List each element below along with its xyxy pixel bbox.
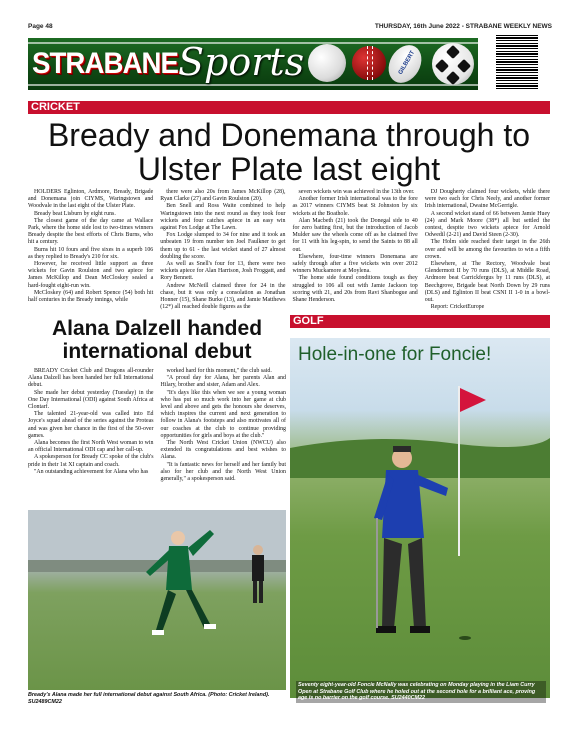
rugby-ball-icon — [382, 39, 428, 89]
article-paragraph: "It is fantastic news for herself and her family but also for her club and the North West Union generally," a spokesperson said. — [160, 461, 286, 483]
article-paragraph: BREADY Cricket Club and Dragons all-rounder Alana Dalzell has been handed her full International debut. — [28, 368, 154, 389]
cricket-photo — [28, 510, 286, 690]
article-paragraph: Burns hit 10 fours and five sixes in a superb 106 as they replied to Bready's 210 for six. — [28, 246, 154, 260]
masthead-stripe — [28, 84, 478, 86]
golf-title: Hole-in-one for Foncie! — [298, 344, 492, 365]
article-column — [160, 189, 286, 311]
article-paragraph: worked hard for this moment," the club said. — [166, 368, 272, 374]
article-paragraph: "It's days like this when we see a young woman who has put so much work into her game at club level and above and gets the honours she deserves, which inspires the current and next generation to follow in Alana's footsteps and also motivates all of our coaches at the club to continue providing opportunities for girls and boys at the club." — [160, 389, 286, 439]
issue-date: THURSDAY, 16th June 2022 - STRABANE WEEKLY NEWS — [374, 23, 552, 30]
article-column — [293, 189, 418, 307]
article-paragraph: A second wicket stand of 66 between Jamie Huey (24) and Mark Moore (38*) all but settled the contest, despite two wickets apiece for Arnold Odwedil (2-21) and David Steen (2-30). — [424, 210, 550, 239]
article-paragraph: Fox Lodge slumped to 34 for nine and it took an unbeaten 19 from number ten Joel Faulkner to get them up to 61 - the last wicket stand of 27 almost doubling the score. — [160, 232, 286, 260]
article-paragraph: A spokesperson for Bready CC spoke of the club's pride in their 1st XI captain and coach. — [28, 454, 154, 468]
article-paragraph: Ben Snell and Ross Waite combined to help Waringstown into the next round as they took four wickets and four catches apiece in an easy win against Fox Lodge at The Lawn. — [160, 203, 286, 232]
article-paragraph: "A proud day for Alana, her parents Alan and Hilary, brother and sister, Adam and Alex. — [160, 375, 286, 389]
article-paragraph: She made her debut yesterday (Tuesday) in the One Day International (ODI) against South Africa at Clontarf. — [28, 389, 154, 411]
article-paragraph: Elsewhere, four-time winners Donemana are safely through after a five wickets win over 2012 winners Muckamore at Moylena. — [292, 253, 418, 275]
soccer-ball-icon — [432, 43, 474, 85]
dalzell-article — [28, 368, 286, 508]
article-paragraph: The Holm side reached their target in the 26th over and will be among the favourites to win a fifth crown. — [424, 239, 550, 260]
article-paragraph: The closest game of the day came at Wallace Park, where the home side lost to two-times winners Bready despite the best efforts of Chris Burns, who hit a century. — [28, 217, 154, 246]
page-number: Page 48 — [28, 23, 53, 30]
section-golf: GOLF — [290, 315, 550, 328]
article-paragraph: Elsewhere, at The Rectory, Woodvale beat Glendermott II by 70 runs (DLS), at Middle Road, Ardmore beat Carrickfergus by 11 runs (DLS), at Beechgrove, Brigade beat North Down by 29 runs (DLS) and Eglinton II beat CSNI II 1-0 in a bowl-out. — [424, 261, 550, 304]
main-headline: Bready and Donemana through to Ulster Plate last eight — [47, 117, 531, 187]
article-paragraph: The North West Cricket Union (NWCU) also extended its congratulations and best wishes to Alana. — [160, 440, 286, 461]
golfer-illustration — [290, 338, 550, 698]
article-paragraph: "An outstanding achievement for Alana who has — [34, 468, 149, 475]
section-cricket: CRICKET — [28, 101, 550, 114]
article-paragraph: The talented 21-year-old was called into Ed Joyce's squad ahead of the series against the Proteas and was given her chance in the first of the 50-over games. — [28, 411, 154, 439]
article-paragraph: there were also 20s from James McKillop (28), Ryan Clarke (27) and Gavin Roulston (20). — [160, 189, 286, 203]
article-paragraph: HOLDERS Eglinton, Ardmore, Bready, Brigade and Donemana join CIYMS, Waringstown and Woodvale in the last eight of the Ulster Plate. — [28, 189, 154, 210]
article-paragraph: As well as Snell's four for 13, there were two wickets apiece for Alan Harrison, Josh Froggatt, and Rory Bennett. — [160, 261, 286, 282]
article-paragraph: Andrew McNeill claimed three for 24 in the chase, but it was only a consolation as Jonathan Honner (15), Shane Burke (13), and Jamie Matthews (12*) all reached double figures as the — [160, 282, 286, 311]
rugby-brand: GILBERT — [397, 49, 417, 76]
masthead-sports: Sports — [178, 40, 305, 84]
article-paragraph: Another former Irish international was to the fore as 2017 winners CIYMS beat St Johnston by six wickets at the Boathole. — [292, 196, 418, 217]
article-column — [161, 368, 287, 508]
dalzell-headline: Alana Dalzell handed international debut — [51, 317, 263, 363]
cricket-photo-caption: Bready's Alana made her full international debut against South Africa. (Photo: Cricket Ireland). SU2489CM22 — [28, 692, 270, 705]
article-paragraph: Alana becomes the first North West woman to win an official International ODI cap and her call-up. — [28, 440, 154, 454]
article-paragraph: seven wickets win was achieved in the 13th over. — [298, 189, 415, 195]
cricketer-illustration — [28, 510, 286, 690]
article-paragraph: However, he received little support as three wickets for Gavin Roulston and two apiece for James McKillop and Dean McCloskey sealed a hard-fought eight-run win. — [28, 261, 154, 289]
cricket-article — [28, 189, 550, 311]
golf-photo-caption: Seventy eight-year-old Foncie McNally was celebrating on Monday playing in the Liam Curry Open at Strabane Golf Club where he holed out at the second hole for a brilliant ace, proving age is no barrier on the golf course. SU2440CM22 — [296, 681, 546, 703]
masthead — [28, 38, 478, 90]
article-paragraph: Report: CricketEurope — [430, 304, 485, 311]
article-paragraph: The home side found conditions tough as they struggled to 106 all out with Jamie Jackson top scoring with 21, and 20s from Ravi Shanbogue and Shane Henderson. — [292, 275, 418, 304]
golf-photo — [290, 338, 550, 698]
page-topline — [28, 23, 552, 33]
article-paragraph: Alan Macbeth (21) took the Donegal side to 40 for zero batting first, but the introduction of Jacob Mulder saw the wheels come off as he claimed five for 11 with his leg-spin, to send the Saints to 88 all out. — [292, 217, 418, 253]
cricket-ball-icon — [352, 46, 386, 80]
article-paragraph: DJ Dougherty claimed four wickets, while there were two each for Chris Neely, and another former Irish international, Dwaine McGerrigle. — [424, 189, 550, 210]
article-paragraph: McCloskey (64) and Robert Spence (54) both hit half centuries in the Bready innings, while — [28, 289, 154, 304]
article-column — [28, 189, 153, 307]
article-paragraph: Bready beat Lisburn by eight runs. — [34, 210, 116, 217]
barcode-icon — [484, 30, 550, 94]
golf-ball-icon — [308, 44, 346, 82]
masthead-strabane: STRABANE — [32, 47, 178, 80]
article-column — [28, 368, 154, 508]
article-column — [424, 189, 550, 311]
